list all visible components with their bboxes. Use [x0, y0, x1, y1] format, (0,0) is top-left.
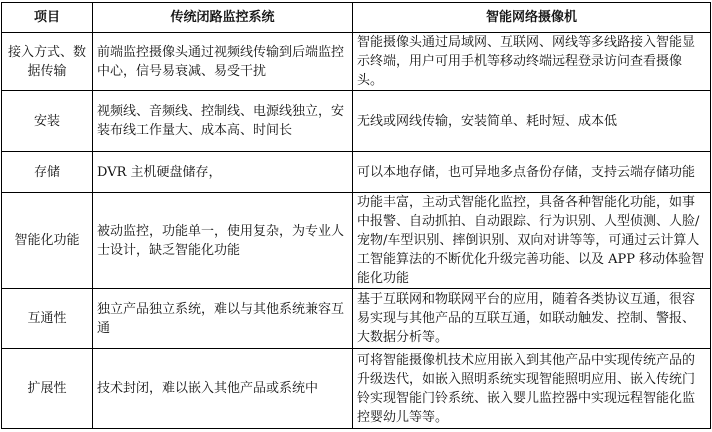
row-smart-install: 无线或网线传输，安装简单、耗时短、成本低	[353, 91, 711, 152]
header-smart-camera: 智能网络摄像机	[353, 3, 711, 33]
row-smart-interop: 基于互联网和物联网平台的应用，随着各类协议互通，很容易实现与其他产品的互联互通，如联动触发、控制、警报、大数据分析等。	[353, 289, 711, 349]
header-traditional: 传统闭路监控系统	[93, 3, 353, 33]
row-item-access: 接入方式、数据传输	[2, 33, 93, 91]
row-item-storage: 存储	[2, 152, 93, 193]
row-traditional-storage: DVR 主机硬盘储存，	[93, 152, 353, 193]
header-item: 项目	[2, 3, 93, 33]
row-item-install: 安装	[2, 91, 93, 152]
row-item-extensibility: 扩展性	[2, 349, 93, 429]
table-row	[2, 349, 711, 429]
row-traditional-interop: 独立产品独立系统，难以与其他系统兼容互通	[93, 289, 353, 349]
row-traditional-extensibility: 技术封闭，难以嵌入其他产品或系统中	[93, 349, 353, 429]
row-traditional-intelligence: 被动监控，功能单一，使用复杂，为专业人士设计，缺乏智能化功能	[93, 193, 353, 289]
row-item-intelligence: 智能化功能	[2, 193, 93, 289]
row-traditional-access: 前端监控摄像头通过视频线传输到后端监控中心，信号易衰减、易受干扰	[93, 33, 353, 91]
table-row	[2, 193, 711, 289]
row-smart-access: 智能摄像头通过局域网、互联网、网线等多线路接入智能显示终端，用户可用手机等移动终端远程登录访问查看摄像头。	[353, 33, 711, 91]
table-row	[2, 91, 711, 152]
row-smart-extensibility: 可将智能摄像机技术应用嵌入到其他产品中实现传统产品的升级迭代，如嵌入照明系统实现智能照明应用、嵌入传统门铃实现智能门铃系统、嵌入婴儿监控器中实现远程智能化监控婴幼儿等等。	[353, 349, 711, 429]
comparison-table	[1, 2, 711, 429]
table-row	[2, 289, 711, 349]
row-traditional-install: 视频线、音频线、控制线、电源线独立，安装布线工作量大、成本高、时间长	[93, 91, 353, 152]
row-smart-storage: 可以本地存储，也可异地多点备份存储，支持云端存储功能	[353, 152, 711, 193]
table-header-row	[2, 3, 711, 33]
row-item-interop: 互通性	[2, 289, 93, 349]
table-row	[2, 152, 711, 193]
row-smart-intelligence: 功能丰富，主动式智能化监控，具备各种智能化功能，如事中报警、自动抓拍、自动跟踪、行为识别、人型侦测、人脸/宠物/车型识别、摔倒识别、双向对讲等等，可通过云计算人工智能算法的不断优化升级完善功能、以及 APP 移动体验智能化功能	[353, 193, 711, 289]
table-row	[2, 33, 711, 91]
